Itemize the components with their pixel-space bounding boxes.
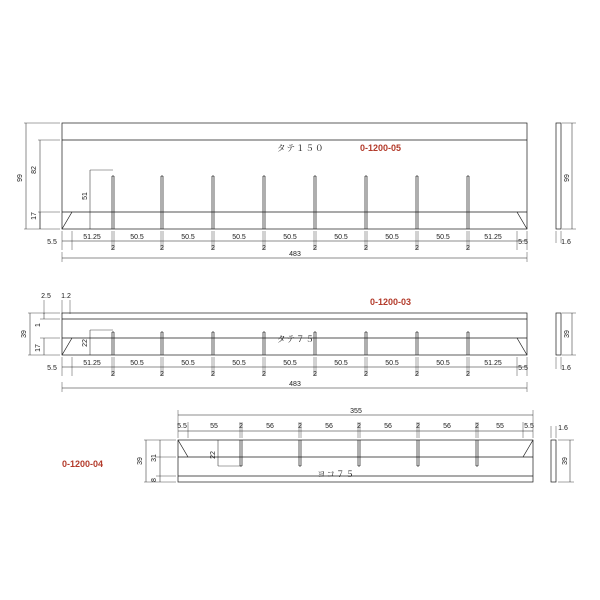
dim-value: 51.25 bbox=[83, 234, 101, 241]
dim-value: 50.5 bbox=[283, 360, 297, 367]
dim-value: 2 bbox=[313, 245, 317, 252]
top-view-code: 0-1200-05 bbox=[360, 143, 402, 153]
dim-value: 2 bbox=[298, 423, 302, 430]
middle-dim-lip: 17 bbox=[35, 344, 42, 352]
top-dim-inner: 82 bbox=[31, 166, 38, 174]
top-dim-lip: 17 bbox=[31, 212, 38, 220]
middle-corner-dim-1: 2.5 bbox=[41, 293, 51, 300]
dim-value: 50.5 bbox=[385, 234, 399, 241]
top-slot-group bbox=[112, 176, 469, 229]
dim-value: 2 bbox=[415, 245, 419, 252]
dim-value: 5.5 bbox=[47, 239, 57, 246]
middle-dim-slot: 22 bbox=[82, 339, 89, 347]
dim-value: 50.5 bbox=[283, 234, 297, 241]
bottom-chamfer-right bbox=[523, 440, 533, 457]
dim-value: 50.5 bbox=[385, 360, 399, 367]
middle-view-label: タテ７５ bbox=[277, 335, 316, 345]
top-profile-outline bbox=[62, 123, 527, 229]
dim-value: 2 bbox=[111, 371, 115, 378]
dim-value: 5.5 bbox=[524, 423, 534, 430]
top-side-profile bbox=[556, 123, 561, 229]
bottom-view-code: 0-1200-04 bbox=[62, 459, 104, 469]
middle-side-height: 39 bbox=[564, 330, 571, 338]
dim-value: 50.5 bbox=[436, 234, 450, 241]
bottom-side-height: 39 bbox=[562, 457, 569, 465]
bottom-slot-group bbox=[240, 440, 478, 466]
top-side-height: 99 bbox=[564, 174, 571, 182]
dim-value: 56 bbox=[384, 423, 392, 430]
dim-value: 56 bbox=[266, 423, 274, 430]
dim-value: 2 bbox=[111, 245, 115, 252]
dim-value: 2 bbox=[364, 371, 368, 378]
dim-value: 56 bbox=[443, 423, 451, 430]
middle-corner-dim-2: 1.2 bbox=[61, 293, 71, 300]
dim-value: 56 bbox=[325, 423, 333, 430]
dim-value: 5.5 bbox=[518, 239, 528, 246]
top-dim-total: 99 bbox=[17, 174, 24, 182]
top-chamfer-left bbox=[62, 212, 72, 229]
bottom-chamfer-left bbox=[178, 440, 188, 457]
middle-side-thickness: 1.6 bbox=[561, 365, 571, 372]
dim-value: 50.5 bbox=[232, 234, 246, 241]
dim-value: 2 bbox=[364, 245, 368, 252]
middle-view-code: 0-1200-03 bbox=[370, 297, 412, 307]
dim-value: 2 bbox=[466, 371, 470, 378]
dim-value: 50.5 bbox=[130, 234, 144, 241]
dim-value: 51.25 bbox=[484, 234, 502, 241]
middle-overall-length: 483 bbox=[289, 381, 301, 388]
view-bottom bbox=[62, 408, 574, 482]
dim-value: 2 bbox=[160, 371, 164, 378]
dim-value: 2 bbox=[466, 245, 470, 252]
dim-value: 2 bbox=[211, 371, 215, 378]
dim-value: 50.5 bbox=[436, 360, 450, 367]
dim-value: 50.5 bbox=[181, 234, 195, 241]
top-dim-chain bbox=[47, 231, 528, 252]
dim-value: 50.5 bbox=[130, 360, 144, 367]
dim-value: 55 bbox=[496, 423, 504, 430]
dim-value: 50.5 bbox=[232, 360, 246, 367]
view-middle bbox=[21, 293, 576, 392]
top-chamfer-right bbox=[517, 212, 527, 229]
dim-value: 50.5 bbox=[181, 360, 195, 367]
middle-side-profile bbox=[556, 313, 561, 355]
dim-value: 50.5 bbox=[334, 360, 348, 367]
bottom-side-profile bbox=[551, 440, 556, 482]
dim-value: 2 bbox=[262, 245, 266, 252]
bottom-side-thickness: 1.6 bbox=[558, 425, 568, 432]
middle-dim-total: 39 bbox=[21, 330, 28, 338]
dim-value: 5.5 bbox=[177, 423, 187, 430]
bottom-view-label: ヨコ７５ bbox=[317, 470, 356, 480]
dim-value: 2 bbox=[239, 423, 243, 430]
dim-value: 51.25 bbox=[484, 360, 502, 367]
dim-value: 2 bbox=[415, 371, 419, 378]
top-overall-length: 483 bbox=[289, 251, 301, 258]
dim-value: 2 bbox=[211, 245, 215, 252]
dim-value: 2 bbox=[262, 371, 266, 378]
bottom-dim-inner: 31 bbox=[151, 454, 158, 462]
top-side-thickness: 1.6 bbox=[561, 239, 571, 246]
dim-value: 2 bbox=[160, 245, 164, 252]
bottom-dim-total: 39 bbox=[137, 457, 144, 465]
middle-dim-small: 1 bbox=[35, 323, 42, 327]
bottom-dim-slot: 22 bbox=[210, 451, 217, 459]
dim-value: 2 bbox=[357, 423, 361, 430]
top-dim-slot: 51 bbox=[82, 192, 89, 200]
middle-dim-chain bbox=[47, 357, 528, 378]
dim-value: 51.25 bbox=[83, 360, 101, 367]
dim-value: 2 bbox=[313, 371, 317, 378]
dim-value: 55 bbox=[210, 423, 218, 430]
dim-value: 5.5 bbox=[47, 365, 57, 372]
dim-value: 2 bbox=[475, 423, 479, 430]
bottom-overall-length: 355 bbox=[350, 408, 362, 415]
top-view-label: タテ１５０ bbox=[277, 144, 325, 154]
bottom-dim-lip: 8 bbox=[151, 478, 158, 482]
bottom-dim-chain bbox=[177, 422, 534, 438]
middle-chamfer-right bbox=[517, 338, 527, 355]
dim-value: 2 bbox=[416, 423, 420, 430]
middle-chamfer-left bbox=[62, 338, 72, 355]
dim-value: 5.5 bbox=[518, 365, 528, 372]
view-top bbox=[17, 123, 576, 262]
dim-value: 50.5 bbox=[334, 234, 348, 241]
